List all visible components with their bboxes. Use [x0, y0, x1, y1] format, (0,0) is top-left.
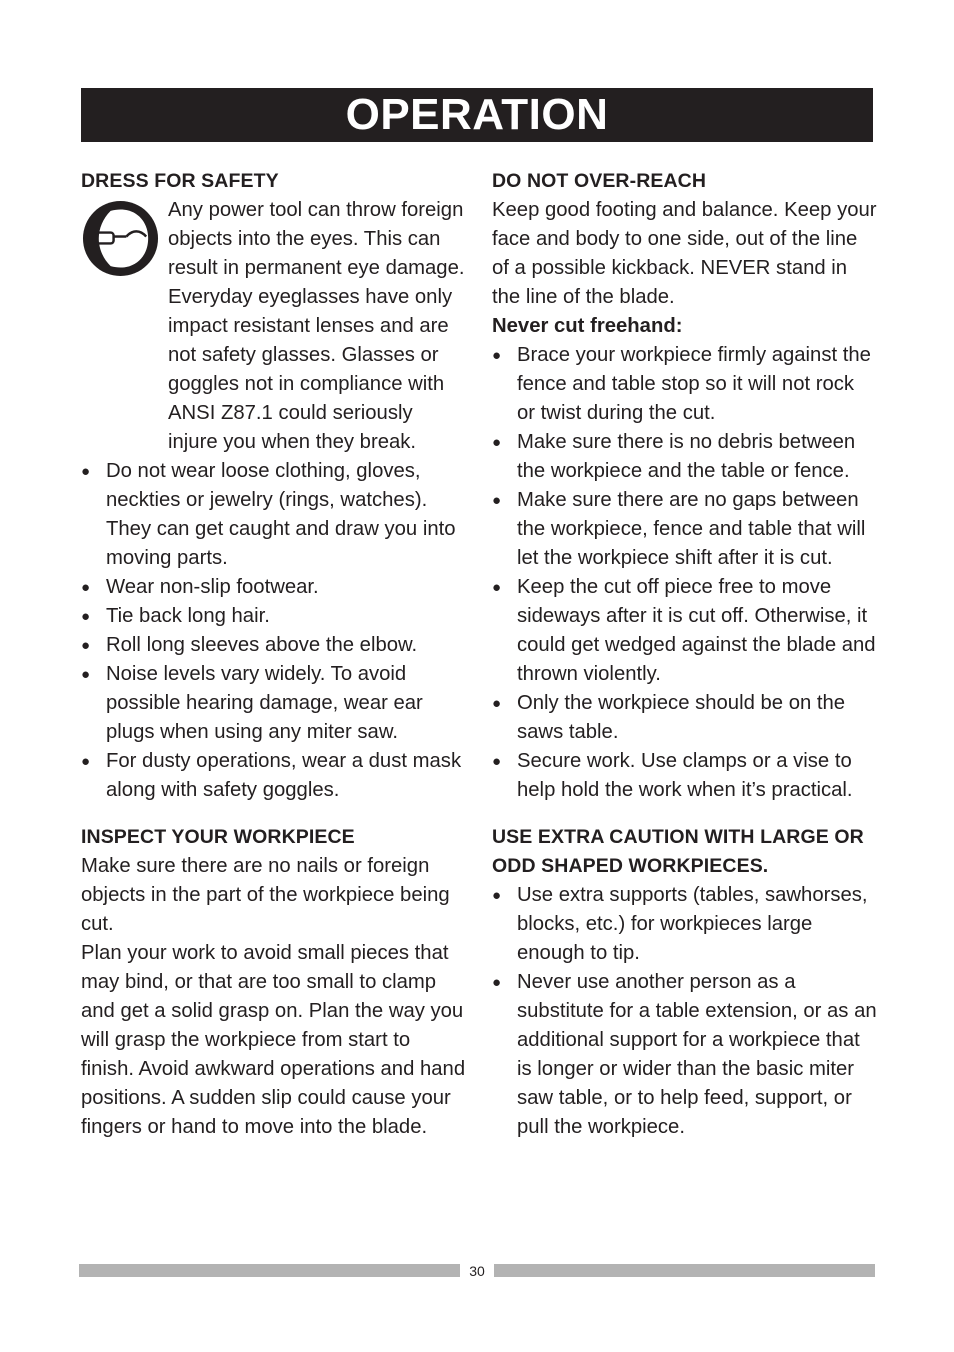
bullet-icon: ●	[492, 434, 502, 451]
over-reach-text: Keep good footing and balance. Keep your face and body to one side, out of the line of a possible kickback. NEVER stand in the line of the blade.	[492, 199, 877, 308]
safety-glasses-icon	[81, 196, 168, 457]
bullet-icon: ●	[81, 608, 91, 625]
dress-bullet-list	[81, 457, 466, 805]
bullet-icon: ●	[81, 637, 91, 654]
section-gap	[492, 805, 877, 823]
bullet-icon: ●	[492, 347, 502, 364]
inspect-paragraph-1: Make sure there are no nails or foreign objects in the part of the workpiece being cut.	[81, 855, 450, 935]
bullet-icon: ●	[492, 753, 502, 770]
dress-for-safety-heading: DRESS FOR SAFETY	[81, 170, 279, 192]
bullet-icon: ●	[81, 579, 91, 596]
list-item: ● Brace your workpiece firmly against the fence and table stop so it will not rock or twist during the cut.	[492, 341, 877, 428]
list-item: ● Only the workpiece should be on the saws table.	[492, 689, 877, 747]
bullet-icon: ●	[81, 463, 91, 480]
bullet-icon: ●	[492, 974, 502, 991]
bullet-icon: ●	[492, 695, 502, 712]
list-item: ● Use extra supports (tables, sawhorses, blocks, etc.) for workpieces large enough to tip.	[492, 881, 877, 968]
list-item: ● Make sure there is no debris between the workpiece and the table or fence.	[492, 428, 877, 486]
dress-intro-row	[81, 196, 466, 457]
list-item: ● Keep the cut off piece free to move sideways after it is cut off. Otherwise, it could get wedged against the blade and thrown violently.	[492, 573, 877, 689]
list-item: ● Never use another person as a substitute for a table extension, or as an additional support for a workpiece that is longer or wider than the basic miter saw table, or to help feed, support, or pull the workpiece.	[492, 968, 877, 1142]
list-item: ● For dusty operations, wear a dust mask along with safety goggles.	[81, 747, 466, 805]
inspect-paragraph-2: Plan your work to avoid small pieces that may bind, or that are too small to clamp and get a solid grasp on. Plan the way you will grasp the workpiece from start to finish. Avoid awkward operations and hand positions. A sudden slip could cause your fingers or hand to move into the blade.	[81, 942, 466, 1138]
list-item: ● Wear non-slip footwear.	[81, 573, 466, 602]
inspect-workpiece-heading: INSPECT YOUR WORKPIECE	[81, 826, 355, 848]
bullet-icon: ●	[81, 753, 91, 770]
freehand-bullet-list	[492, 341, 877, 805]
list-item: ● Noise levels vary widely. To avoid possible hearing damage, wear ear plugs when using any miter saw.	[81, 660, 466, 747]
list-item: ● Make sure there are no gaps between the workpiece, fence and table that will let the workpiece shift after it is cut.	[492, 486, 877, 573]
list-item: ● Tie back long hair.	[81, 602, 466, 631]
extra-caution-heading: USE EXTRA CAUTION WITH LARGE OR ODD SHAPED WORKPIECES.	[492, 826, 864, 877]
bullet-icon: ●	[492, 887, 502, 904]
over-reach-heading: DO NOT OVER-REACH	[492, 170, 707, 192]
bullet-icon: ●	[492, 579, 502, 596]
freehand-subheading: Never cut freehand:	[492, 315, 683, 337]
bullet-icon: ●	[492, 492, 502, 509]
page-title: OPERATION	[81, 88, 873, 142]
footer-bar-right	[494, 1264, 875, 1277]
dress-intro-text: Any power tool can throw foreign objects into the eyes. This can result in permanent eye damage. Everyday eyeglasses have only impact resistant lenses and are not safety glasses. Glasses or goggles not in compliance with ANSI Z87.1 could seriously injure you when they break.	[168, 199, 465, 453]
page-number: 30	[469, 1263, 485, 1279]
right-column	[492, 167, 877, 1142]
list-item: ● Do not wear loose clothing, gloves, neckties or jewelry (rings, watches). They can get caught and draw you into moving parts.	[81, 457, 466, 573]
footer-bar-left	[79, 1264, 460, 1277]
caution-bullet-list	[492, 881, 877, 1142]
list-item: ● Roll long sleeves above the elbow.	[81, 631, 466, 660]
left-column	[81, 167, 466, 1142]
page-footer	[79, 1263, 875, 1279]
bullet-icon: ●	[81, 666, 91, 683]
list-item: ● Secure work. Use clamps or a vise to help hold the work when it’s practical.	[492, 747, 877, 805]
section-gap	[81, 805, 466, 823]
